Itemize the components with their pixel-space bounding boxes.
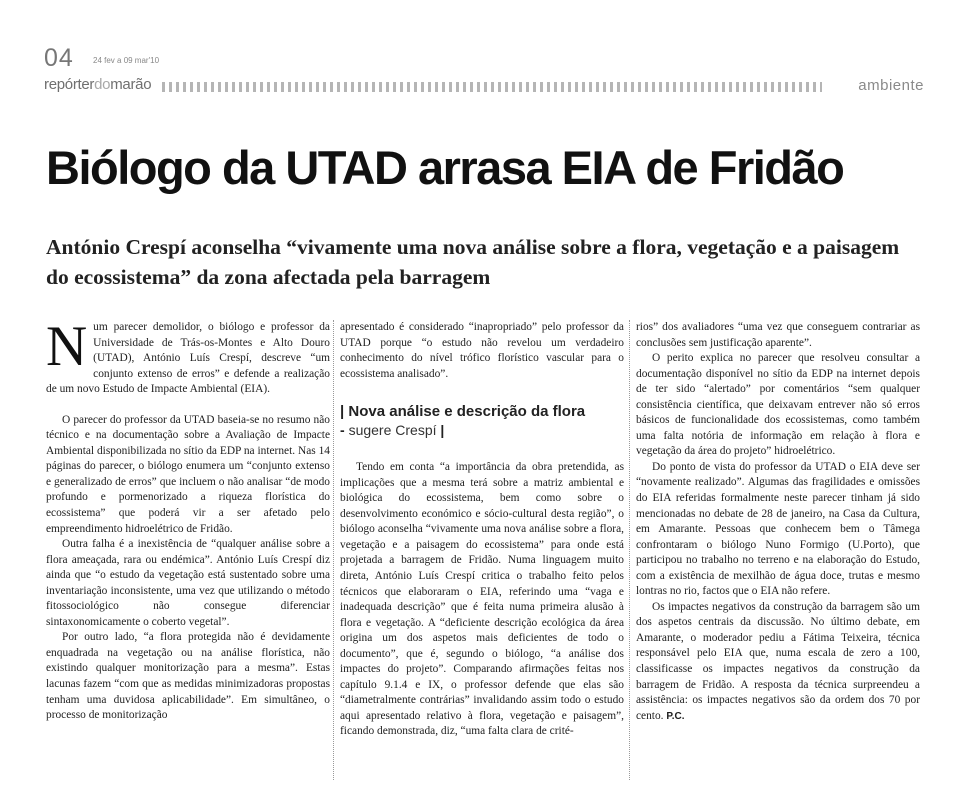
brand-part-2: do: [94, 76, 111, 93]
paragraph: O perito explica no parecer que resolveu consultar a documentação disponível no sítio da EDP na internet depois de ter sido “alertado” por comentários “sem qualquer consistência científica, que deixavam entrever não só erros básicos de funcionalidade dos ecossistemas, como também uma falta notória de informação em relação à flora e vegetação da área do projeto” hidroelétrico.: [636, 352, 920, 458]
issue-dates: 24 fev a 09 mar'10: [93, 56, 160, 65]
article-column-3: [636, 320, 920, 724]
page-header: [44, 44, 924, 104]
paragraph: apresentado é considerado “inapropriado” pelo professor da UTAD porque “o estudo não revelou um verdadeiro conhecimento do nível trófico florístico vascular para o ecossistema analisado”.: [340, 321, 624, 380]
column-rule-1: [333, 320, 334, 780]
paragraph: Por outro lado, “a flora protegida não é devidamente enquadrada na vegetação ou na análise florística, não existindo qualquer monitorização para a mesma”. Estas lacunas fazem “com que as medidas minimizadoras propostas tenham uma duvidosa aplicabilidade”. Em simultâneo, o processo de monitorização: [46, 631, 330, 722]
lead-paragraph-text: um parecer demolidor, o biólogo e professor da Universidade de Trás-os-Montes e Alto Douro (UTAD), António Luís Crespí, descreve “um conjunto extenso de erros” e defende a realização de um novo Estudo de Impacte Ambiental (EIA).: [46, 321, 330, 396]
article-column-2: [340, 320, 624, 740]
paragraph: O parecer do professor da UTAD baseia-se no resumo não técnico e na documentação sobre a Avaliação de Impacte Ambiental disponibilizada no sítio da EDP na internet. Nas 14 páginas do parecer, o biólogo enumera um “conjunto extenso e generalizado de erros” que incluem o não analisar “de modo profundo e pormenorizado a riqueza florística do ecossistema” que poderá vir a ser afetado pelo empreendimento hidroelétrico de Fridão.: [46, 413, 330, 535]
section-label: ambiente: [858, 77, 924, 94]
brand-part-3: marão: [110, 76, 152, 93]
lead-paragraph: [46, 315, 330, 398]
subheading-title: Nova análise e descrição da flora: [348, 403, 586, 421]
subheading-subtitle: sugere Crespí: [348, 422, 437, 439]
subheading: [340, 402, 624, 440]
article-headline: Biólogo da UTAD arrasa EIA de Fridão: [46, 141, 844, 194]
publication-brand: [44, 76, 151, 93]
closing-paragraph-text: Os impactes negativos da construção da barragem são um dos aspetos centrais da discussão. No último debate, em Amarante, o moderador pediu a Fátima Teixeira, técnica responsável pelo EIA que, numa escala de zero a 100, classificasse os impactes negativos da construção da barragem de Fridão. A resposta da técnica surpreendeu a assistência: os impactes negativos são da ordem dos 70 por cento.: [636, 600, 920, 722]
header-dashed-rule: [162, 82, 822, 92]
closing-paragraph: [636, 600, 920, 724]
column-rule-2: [629, 320, 630, 780]
page-number: 04: [44, 44, 74, 72]
paragraph: Tendo em conta “a importância da obra pretendida, as implicações que a mesma terá sobre a matriz ambiental e biológica do ecossistema, bem como sobre o desenvolvimento económico e sócio-cultural desta região”, o biólogo aconselha “vivamente uma nova análise sobre a flora, vegetação e a paisagem do ecossistema” para onde está projetada a barragem de Fridão. Numa linguagem muito direta, António Luís Crespí critica o trabalho feito pelos técnicos que elaboraram o EIA, referindo uma “vaga e inadequada descrição” que é feita numa primeira alusão à flora e vegetação. A “deficiente descrição ecológica da área origina um dos aspetos mais deficientes de todo o documento”, que é, segundo o biólogo, “a análise dos impactes do projeto”. Comparando afirmações feitas nos capítulo 9.1.4 e IX, o professor defende que elas são “diametralmente contrárias” invalidando assim todo o estudo aqui apresentado relativo à flora, vegetação e paisagem”, ficando demonstrada, diz, “uma falta clara de crité-: [340, 461, 624, 738]
drop-cap: N: [46, 315, 88, 378]
paragraph: Outra falha é a inexistência de “qualquer análise sobre a flora ameaçada, rara ou endémica”. António Luís Crespí diz ainda que “o estudo da vegetação está sustentado sobre uma inventariação inconsistente, uma vez que utilizando o método fitossociológico não consegue diferenciar sintaxonomicamente o coberto vegetal”.: [46, 538, 330, 628]
subheading-bar: |: [340, 403, 345, 421]
subheading-end-bar: |: [440, 422, 445, 439]
article-deck: António Crespí aconselha “vivamente uma nova análise sobre a flora, vegetação e a paisagem do ecossistema” da zona afectada pela barragem: [46, 235, 900, 289]
brand-part-1: repórter: [44, 76, 95, 93]
paragraph: rios” dos avaliadores “uma vez que conseguem contrariar as conclusões sem justificação aparente”.: [636, 321, 920, 349]
subheading-dash: -: [340, 422, 345, 439]
subheading-title-line: [340, 402, 624, 421]
paragraph: Do ponto de vista do professor da UTAD o EIA deve ser “novamente realizado”. Algumas das fragilidades e omissões do EIA referidas formalmente neste parecer tinham já sido mencionadas no debate de 28 de janeiro, na Casa da Cultura, em Amarante. Pessoas que conhecem bem o Tâmega confrontaram o biólogo Nuno Formigo (U.Porto), que participou no trabalho no terreno e na elaboração do Estudo, com a existência de mexilhão de água doce, trutas e mesmo lontras no rio, factos que o EIA não refere.: [636, 460, 920, 598]
author-signature: P.C.: [666, 710, 685, 722]
article-column-1: [46, 315, 330, 724]
subheading-sub-line: [340, 421, 624, 440]
